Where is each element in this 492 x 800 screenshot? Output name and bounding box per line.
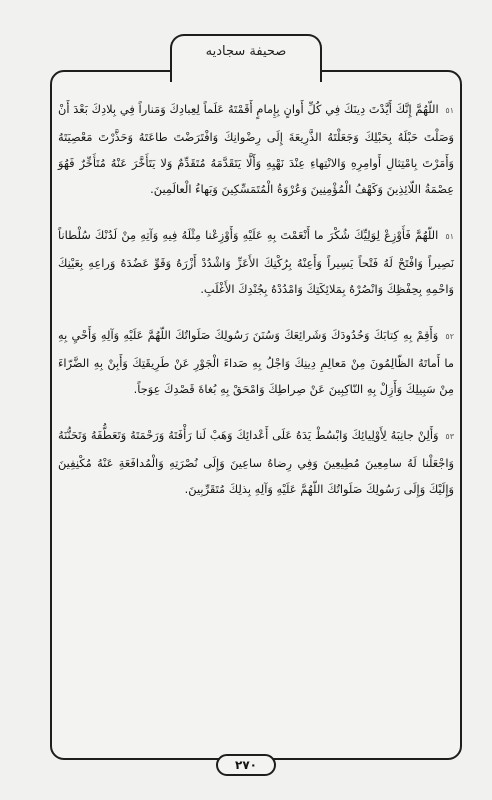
page-number: ٢٧٠ bbox=[216, 754, 276, 776]
prayer-text bbox=[58, 96, 454, 522]
paragraph-number: ٥٢ bbox=[445, 332, 454, 341]
header-tab-joint bbox=[172, 70, 320, 76]
paragraph-3 bbox=[58, 322, 454, 402]
paragraph-text: اللّهُمَّ إِنَّكَ أَيَّدْتَ دِينَكَ فِي كُلِّ أَوانٍ بِإِمامٍ أَقَمْتَهُ عَلَماً لِعِبادِكَ وَمَناراً فِي بِلادِكَ بَعْدَ أَنْ وَصَلْتَ حَبْلَهُ بِحَبْلِكَ وَجَعَلْتَهُ الذَّرِيعَةَ إِلَى رِضْوانِكَ وَافْتَرَضْتَ طاعَتَهُ وَحَذَّرْتَ مَعْصِيَتَهُ وَأَمَرْتَ بِامْتِثالِ أَوامِرِهِ وَالانْتِهاءِ عِنْدَ نَهْيِهِ وَأَلَّا يَتَقَدَّمَهُ مُتَقَدِّمٌ وَلا يَتَأَخَّرَ عَنْهُ مُتَأَخِّرٌ فَهُوَ عِصْمَةُ اللّائِذِينَ وَكَهْفُ الْمُؤْمِنِينَ وَعُرْوَةُ الْمُتَمَسِّكِينَ وَبَهاءُ الْعالَمِينَ. bbox=[58, 102, 454, 196]
paragraph-text: اللّهُمَّ فَأَوْزِعْ لِوَلِيِّكَ شُكْرَ ما أَنْعَمْتَ بِهِ عَلَيْهِ وَأَوْزِعْنا مِثْلَهُ فِيهِ وَآتِهِ مِنْ لَدُنْكَ سُلْطاناً نَصِيراً وَافْتَحْ لَهُ فَتْحاً يَسِيراً وَأَعِنْهُ بِرُكْنِكَ الأَعَزِّ وَاشْدُدْ أَزْرَهُ وَقَوِّ عَضُدَهُ وَراعِهِ بِعَيْنِكَ وَاحْمِهِ بِحِفْظِكَ وَانْصُرْهُ بِمَلائِكَتِكَ وَامْدُدْهُ بِجُنْدِكَ الأَغْلَبِ. bbox=[58, 228, 454, 296]
paragraph-1 bbox=[58, 96, 454, 202]
paragraph-4 bbox=[58, 422, 454, 502]
paragraph-number: ٥٣ bbox=[445, 432, 454, 441]
paragraph-number: ٥١ bbox=[445, 106, 454, 115]
paragraph-number: ٥١ bbox=[445, 232, 454, 241]
paragraph-text: وَأَقِمْ بِهِ كِتابَكَ وَحُدُودَكَ وَشَرائِعَكَ وَسُنَنَ رَسُولِكَ صَلَواتُكَ اللّهُمَّ عَلَيْهِ وَآلِهِ وَأَحْيِ بِهِ ما أَماتَهُ الظّالِمُونَ مِنْ مَعالِمِ دِينِكَ وَاجْلُ بِهِ صَداءَ الْجَوْرِ عَنْ طَرِيقَتِكَ وَأَبِنْ بِهِ الضَّرّاءَ مِنْ سَبِيلِكَ وَأَزِلْ بِهِ النّاكِبِينَ عَنْ صِراطِكَ وَامْحَقْ بِهِ بُغاةَ قَصْدِكَ عِوَجاً. bbox=[58, 328, 454, 396]
paragraph-2 bbox=[58, 222, 454, 302]
paragraph-text: وَأَلِنْ جانِبَهُ لِأَوْلِيائِكَ وَابْسُطْ يَدَهُ عَلَى أَعْدائِكَ وَهَبْ لَنا رَأْفَتَهُ وَرَحْمَتَهُ وَتَعَطُّفَهُ وَتَحَنُّنَهُ وَاجْعَلْنا لَهُ سامِعِينَ مُطِيعِينَ وَفِي رِضاهُ ساعِينَ وَإِلَى نُصْرَتِهِ وَالْمُدافَعَةِ عَنْهُ مُكْنِفِينَ وَإِلَيْكَ وَإِلَى رَسُولِكَ صَلَواتُكَ اللّهُمَّ عَلَيْهِ وَآلِهِ بِذلِكَ مُتَقَرِّبِينَ. bbox=[58, 428, 454, 496]
header-title: صحيفة سجاديه bbox=[205, 44, 287, 59]
